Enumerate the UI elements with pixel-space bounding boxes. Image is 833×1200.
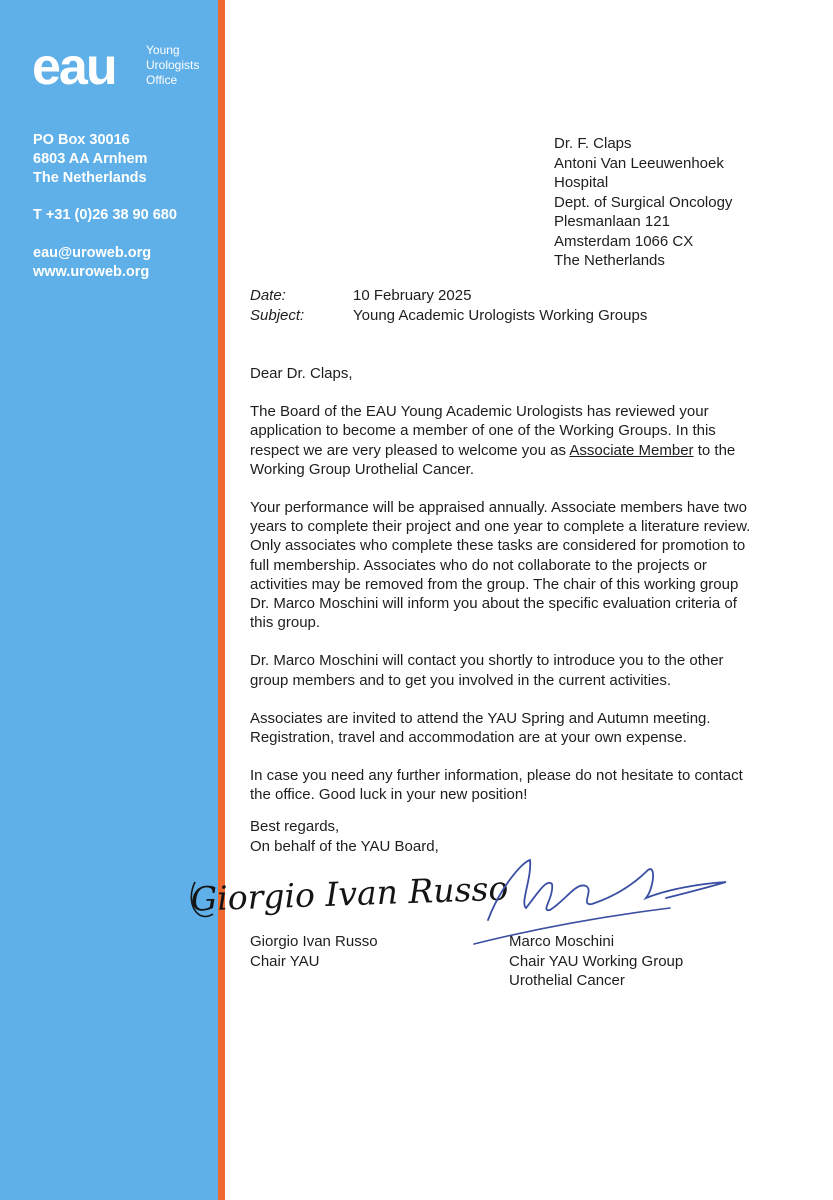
office-website[interactable]: www.uroweb.org bbox=[33, 264, 150, 280]
signatory-title: Chair YAU Working Group bbox=[509, 952, 684, 970]
salutation: Dear Dr. Claps, bbox=[250, 365, 353, 382]
office-postal-address bbox=[33, 131, 147, 188]
paragraph-contact: Dr. Marco Moschini will contact you shortly to introduce you to the other group members and to get you involved in the current activities. bbox=[250, 652, 724, 689]
signatory-name: Marco Moschini bbox=[509, 933, 615, 950]
office-phone: T +31 (0)26 38 90 680 bbox=[33, 207, 177, 223]
subject-label: Subject: bbox=[250, 306, 305, 324]
date-label: Date: bbox=[250, 287, 286, 304]
closing bbox=[250, 817, 439, 856]
signature-russo bbox=[185, 862, 509, 932]
associate-member-highlight: Associate Member bbox=[569, 441, 694, 459]
address-line: 6803 AA Arnhem bbox=[33, 151, 148, 167]
signature-stroke bbox=[488, 860, 726, 920]
address-line: PO Box 30016 bbox=[33, 132, 130, 148]
tagline-line: Young bbox=[146, 43, 180, 57]
recipient-address bbox=[554, 134, 732, 271]
logo-wordmark: eau bbox=[32, 38, 116, 96]
date-value: 10 February 2025 bbox=[353, 287, 472, 304]
paragraph-text: to the Working Group Urothelial Cancer. bbox=[250, 441, 736, 478]
paragraph-further-info: In case you need any further information, please do not hesitate to contact the office. Good luck in your new position! bbox=[250, 767, 743, 804]
office-contact bbox=[33, 244, 151, 282]
signature-russo-text: Giorgio Ivan Russo bbox=[190, 868, 509, 919]
recipient-line: Plesmanlaan 121 bbox=[554, 213, 670, 230]
paragraph-welcome bbox=[250, 402, 760, 479]
recipient-line: Amsterdam 1066 CX bbox=[554, 232, 694, 250]
date-row bbox=[250, 286, 647, 306]
paragraph-meetings: Associates are invited to attend the YAU Spring and Autumn meeting. Registration, travel and accommodation are at your own expense. bbox=[250, 709, 711, 747]
tagline-line: Office bbox=[146, 73, 178, 87]
recipient-line: Hospital bbox=[554, 174, 609, 191]
letter-meta bbox=[250, 286, 647, 325]
paragraph-text: The Board of the EAU Young Academic Urologists has reviewed your application to become a member of one of the Working Groups. In this respect we are very pleased to welcome you as bbox=[250, 403, 716, 459]
closing-line: Best regards, bbox=[250, 818, 340, 835]
tagline-line: Urologists bbox=[146, 58, 200, 72]
signatory-russo bbox=[250, 932, 378, 971]
closing-line: On behalf of the YAU Board, bbox=[250, 837, 439, 855]
recipient-line: Antoni Van Leeuwenhoek bbox=[554, 154, 724, 172]
signatory-title: Urothelial Cancer bbox=[509, 972, 625, 989]
letter-body bbox=[250, 364, 760, 824]
signatory-moschini bbox=[509, 932, 683, 991]
logo-tagline bbox=[146, 43, 199, 88]
recipient-line: Dept. of Surgical Oncology bbox=[554, 193, 733, 211]
paragraph-performance: Your performance will be appraised annually. Associate members have two years to complete their project and one year to complete a literature review. Only associates who complete these tasks are considered for promotion to full membership. Associates who do not collaborate to the projects or activities may be removed from the group. The chair of this working group Dr. Marco Moschini will inform you about the specific evaluation criteria of this group. bbox=[250, 499, 751, 632]
recipient-line: The Netherlands bbox=[554, 252, 665, 269]
subject-value: Young Academic Urologists Working Groups bbox=[353, 306, 648, 324]
accent-stripe bbox=[218, 0, 225, 1200]
subject-row bbox=[250, 306, 647, 326]
signatory-name: Giorgio Ivan Russo bbox=[250, 933, 378, 950]
address-line: The Netherlands bbox=[33, 170, 147, 186]
recipient-line: Dr. F. Claps bbox=[554, 135, 632, 152]
office-email[interactable]: eau@uroweb.org bbox=[33, 245, 152, 261]
signatory-title: Chair YAU bbox=[250, 952, 320, 970]
